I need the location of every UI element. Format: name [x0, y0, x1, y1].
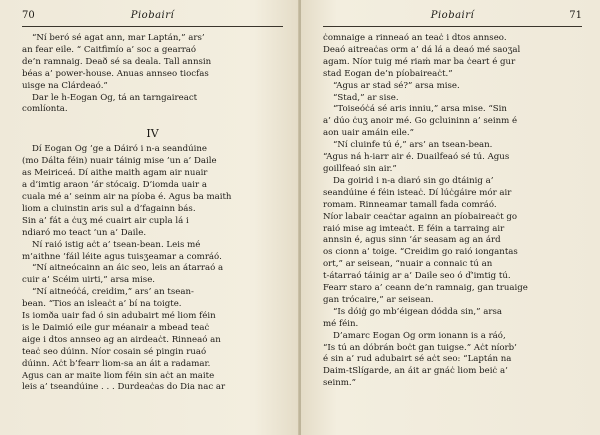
text-line: dúinn. Aċt b’fearr liom-sa an áit a radamar. — [22, 358, 211, 369]
text-line: D’amarc Eogan Óg orm ionann is a ráó, — [333, 330, 506, 341]
text-line: raió mise ag imteaċt. É féin a tarraing air — [323, 223, 505, 234]
text-line: Is iomða uair fad ó sin adubairt mé liom féin — [22, 311, 216, 322]
right-running-head: Piobairí — [430, 10, 475, 21]
text-line: Fearr staro a’ ceann de’n ramnaig, gan truaige — [323, 283, 528, 294]
text-line: annsin é, agus sinn ’ár seasam ag an árd — [323, 235, 501, 246]
right-page-header — [323, 10, 582, 26]
text-line: Dí Eogan Óg ’ge a Dáiró i n-a seandúine — [32, 144, 208, 155]
paragraph-gap — [22, 116, 283, 123]
left-page-header — [22, 10, 283, 26]
text-line: seandúine é féin isteaċ. Dí lúċgáire mór air — [323, 187, 512, 198]
text-line: “Is tú an dóbrán boċt gan tuigse.” Aċt níorb’ — [323, 342, 517, 353]
text-line: Agus can ar maite liom féin sin aċt an maite — [22, 370, 215, 381]
text-line: Dar le h-Eogan Óg, tá an tarngaireact — [32, 92, 198, 103]
text-line: “Ní cluinfe tú é,” ars’ an tsean-bean. — [333, 140, 493, 151]
right-page-body — [323, 33, 582, 390]
right-page — [301, 0, 600, 435]
text-line: Ní raió istig aċt a’ tsean-bean. Leis mé — [32, 239, 201, 250]
text-line: aige i dtos annseo ag an airdeaċt. Rinneaó an — [22, 334, 221, 345]
text-line: bean. “Tios an isleaċt a’ bí na toigte. — [22, 299, 182, 310]
text-line: leis a’ tseandúine . . . Durdeaċas do Dia nac ar — [22, 382, 226, 393]
text-line: aon uair amáin eile.” — [323, 128, 415, 139]
text-line: as Meiriceá. Dí aithe maith agam air nuair — [22, 168, 208, 179]
text-line: a d’imtig araon ’ár stócaig. D’iomda uair a — [22, 180, 208, 191]
text-line: mé féin. — [323, 318, 359, 329]
right-header-rule — [323, 26, 582, 27]
text-line: béas a’ power-house. Anuas annseo tiocfas — [22, 68, 209, 79]
text-line: gan trócaire,” ar seisean. — [323, 294, 434, 305]
left-header-rule — [22, 26, 283, 27]
text-line: comlíonta. — [22, 104, 68, 115]
text-line: goillfeaó sin air.” — [323, 163, 397, 174]
text-line: teaċ seo dúinn. Níor cosain sé pingin ruaó — [22, 346, 207, 357]
text-line: cuala mé a’ seinm air na píoba é. Agus ba maith — [22, 191, 232, 202]
text-line: ort,” ar seisean, “nuair a connaic tú an — [323, 259, 493, 270]
right-page-number: 71 — [569, 10, 582, 21]
text-line: “Stad,” ar sise. — [333, 92, 399, 103]
text-line: “Ní beró sé agat ann, mar Laptán,” ars’ — [32, 33, 205, 43]
text-line: is le Daimió eile gur méanair a mbead teaċ — [22, 322, 210, 333]
text-line: cuir a’ Scéim uirti,” arsa mise. — [22, 275, 156, 286]
text-line: Da goirid i n-a diaró sin go dtáinig a’ — [333, 175, 494, 186]
left-page — [0, 0, 299, 435]
text-line: Níor labair ceaċtar againn an píobaireaċt go — [323, 211, 518, 222]
text-line: ndiaró mo teact ’un a’ Daile. — [22, 227, 147, 238]
text-line: seinm.” — [323, 378, 357, 389]
text-line: “Agus ar stad sé?” arsa mise. — [333, 80, 460, 91]
text-line: uisge na Clárdeaó.” — [22, 80, 108, 91]
text-line: é sin a’ rud adubairt sé aċt seo: “Laptán na — [323, 354, 512, 365]
text-line: romam. Rinneamar tamall fada comráó. — [323, 199, 497, 210]
text-line: “Is dóiġ go mb’éigean dódda sin,” arsa — [333, 306, 503, 317]
text-line: t-átarraó táinig ar a’ Daile seo ó ď’imtig tú. — [323, 271, 511, 282]
text-line: “Toiseóċá sé aris inniu,” arsa mise. “Sin — [333, 104, 507, 115]
text-line: m’aithne ’fáil léite agus tuisʒeamar a comráó. — [22, 251, 222, 262]
text-line: (mo Dálta féin) nuair táinig mise ’un a’ Daile — [22, 156, 217, 167]
text-line: a’ dúo ċuʒ anoir mé. Go gcluininn a’ seinm é — [323, 116, 518, 127]
left-running-head: Piobairí — [130, 10, 175, 21]
text-line: ċomnaige a rinneaó an teaċ i dtos annseo. — [323, 33, 507, 43]
text-line: liom a cluinstin aris sul a d’fagainn bás. — [22, 203, 196, 214]
left-page-body — [22, 33, 283, 394]
text-line: Deaó aitreaċas orm a’ dá lá a deaó mé saoʒal — [323, 44, 521, 55]
chapter-heading: IV — [146, 127, 159, 141]
text-line: stad Eogan de’n píobaireaċt.” — [323, 68, 453, 79]
text-line: “Ní aitneóċá, creidim,” ars’ an tsean- — [32, 287, 194, 298]
text-line: Sin a’ fát a ċuʒ mé cuairt air cupla lá i — [22, 215, 189, 226]
left-page-number: 70 — [22, 10, 35, 21]
text-line: os cionn a’ toige. “Creidim go raió iongantas — [323, 247, 518, 258]
text-line: an fear eile. “ Caitfimío a’ soc a gearraó — [22, 44, 197, 55]
text-line: de’n ramnaig. Deað sé sa deala. Tall annsin — [22, 56, 212, 67]
text-line: “Agus ná h-iarr air é. Duailfeaó sé tú. Agus — [323, 152, 510, 163]
text-line: agam. Níor tuig mé riaṁ mar ba ċeart é gur — [323, 56, 516, 67]
text-line: “Ní aitneócainn an áic seo, leis an átarraó a — [32, 263, 224, 274]
text-line: Daim-tSlígarde, an áit ar gnáċ liom beiċ a’ — [323, 366, 508, 377]
